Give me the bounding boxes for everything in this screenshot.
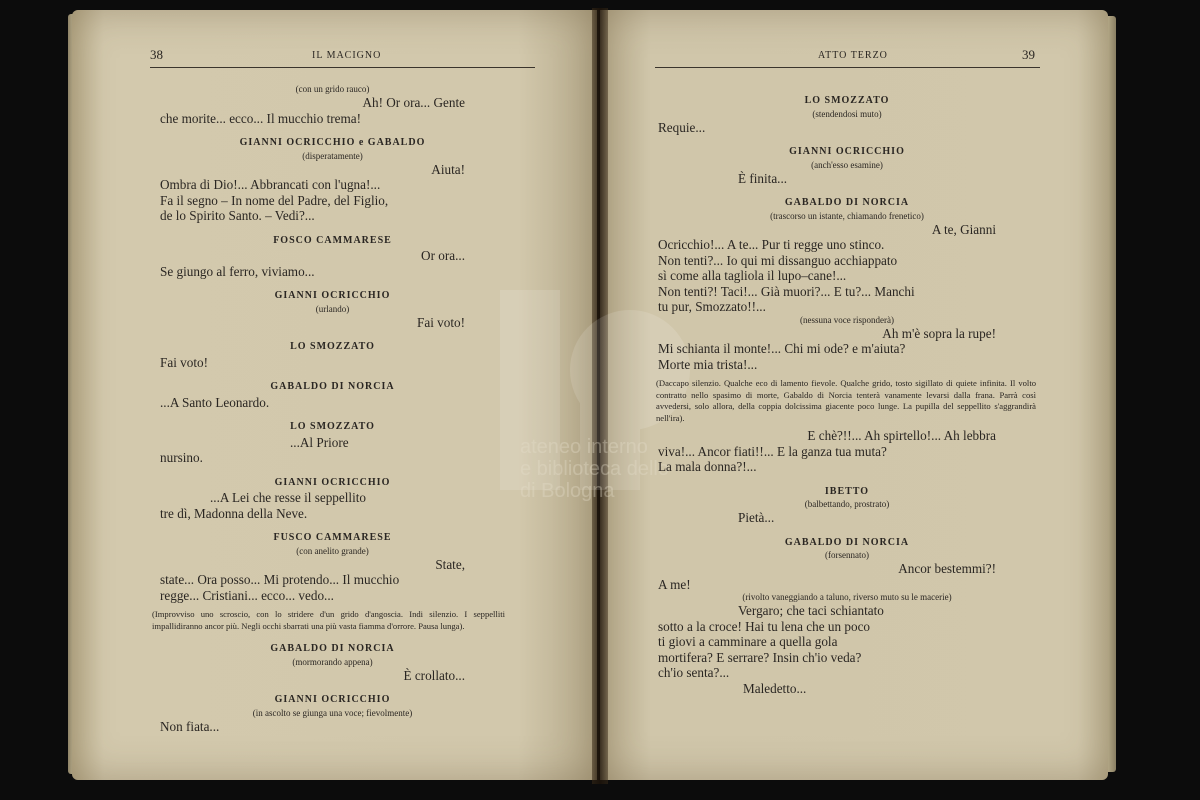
book-gutter — [592, 8, 608, 784]
verse-line: E chè?!!... Ah spirtello!... Ah lebbra — [807, 428, 996, 443]
verse-line: nursino. — [160, 450, 203, 465]
verse-line: Se giungo al ferro, viviamo... — [160, 263, 315, 279]
verse-line: Aiuta! — [431, 161, 465, 177]
left-page-text — [152, 84, 505, 734]
verse-line: Maledetto... — [743, 680, 807, 696]
left-page-number: 38 — [150, 47, 163, 62]
verse-line: Pietà... — [738, 510, 775, 525]
verse-line: State, — [435, 556, 465, 572]
stage-direction: (nessuna voce risponderà) — [800, 314, 894, 325]
verse-line: Morte mia trista!... — [658, 356, 758, 372]
speaker-name: LO SMOZZATO — [290, 341, 375, 352]
speaker-name: FOSCO CAMMARESE — [273, 234, 392, 246]
verse-line: Non tenti?... Io qui mi dissanguo acchiappato — [658, 252, 898, 268]
verse-line: Ocricchio!... A te... Pur ti regge uno stinco. — [658, 237, 885, 252]
speaker-name: LO SMOZZATO — [804, 95, 890, 106]
stage-direction-paragraph: (Improvviso uno scroscio, con lo stridere d'un grido d'angoscia. Indi silenzio. I seppelliti impallidiranno ancor più. Negli occhi sbarrati una più vasta fiamma d'orrore. Pausa lunga). — [152, 609, 505, 631]
verse-line: tre dì, Madonna della Neve. — [160, 505, 308, 521]
speaker-name: GABALDO DI NORCIA — [784, 536, 910, 548]
verse-line: che morite... ecco... Il mucchio trema! — [160, 110, 362, 126]
verse-line: Ah m'è sopra la rupe! — [882, 325, 996, 341]
verse-line: de lo Spirito Santo. – Vedi?... — [160, 208, 315, 223]
verse-line: ...A Santo Leonardo. — [160, 394, 270, 410]
verse-line: A me! — [658, 576, 691, 592]
stage-direction: (con anelito grande) — [296, 545, 369, 556]
verse-line: È crollato... — [403, 667, 465, 683]
verse-line: Vergaro; che taci schiantato — [738, 603, 884, 618]
speaker-name: GIANNI OCRICCHIO — [789, 146, 905, 157]
verse-line: Requie... — [658, 119, 706, 135]
stage-direction: (rivolto vaneggiando a taluno, riverso muto su le macerie) — [742, 592, 952, 602]
speaker-name: GABALDO DI NORCIA — [270, 643, 395, 654]
speaker-name: GIANNI OCRICCHIO e GABALDO — [239, 137, 426, 148]
right-page-text — [658, 84, 1036, 696]
speaker-name: LO SMOZZATO — [290, 421, 375, 432]
left-running-header: IL MACIGNO — [312, 50, 382, 61]
speaker-name: GIANNI OCRICCHIO — [274, 694, 391, 705]
verse-line: Ombra di Dio!... Abbrancati con l'ugna!... — [160, 177, 381, 192]
verse-line: Ancor bestemmi?! — [898, 561, 996, 576]
verse-line: ti giovi a camminare a quella gola — [658, 634, 838, 649]
stage-direction: (anch'esso esamine) — [811, 159, 883, 170]
watermark-line-1: ateneo interno — [520, 436, 648, 458]
verse-line: Fa il segno – In nome del Padre, del Figlio, — [160, 192, 389, 208]
verse-line: Non tenti?! Taci!... Già muori?... E tu?... Manchi — [658, 283, 915, 299]
verse-line: ch'io senta?... — [658, 665, 730, 680]
speaker-name: GABALDO DI NORCIA — [270, 381, 395, 392]
speaker-name: FUSCO CAMMARESE — [273, 532, 392, 543]
verse-line: ...A Lei che resse il seppellito — [210, 490, 367, 505]
verse-line: La mala donna?!... — [658, 459, 757, 474]
verse-line: viva!... Ancor fiati!!... E la ganza tua muta? — [658, 443, 887, 459]
verse-line: Fai voto! — [417, 314, 465, 330]
watermark-line-2: e biblioteca dello — [520, 458, 669, 480]
verse-line: A te, Gianni — [931, 221, 996, 237]
right-running-header: ATTO TERZO — [818, 50, 888, 61]
verse-line: sì come alla tagliola il lupo–cane!... — [658, 268, 847, 283]
stage-direction: (forsennato) — [825, 550, 869, 560]
verse-line: sotto a la croce! Hai tu lena che un poco — [658, 618, 871, 634]
left-header-rule — [150, 67, 535, 68]
speaker-name: GIANNI OCRICCHIO — [274, 290, 391, 301]
verse-line: tu pur, Smozzato!!... — [658, 299, 766, 314]
stage-direction: (disperatamente) — [302, 150, 363, 161]
stage-direction: (stendendosi muto) — [812, 108, 882, 119]
stage-direction: (in ascolto se giunga una voce; fievolmente) — [252, 707, 413, 718]
verse-line: Non fiata... — [160, 718, 220, 734]
stage-direction: (urlando) — [315, 303, 350, 314]
speaker-name: GABALDO DI NORCIA — [784, 197, 910, 208]
verse-line: mortifera? E serrare? Insin ch'io veda? — [658, 649, 862, 665]
verse-line: Fai voto! — [160, 354, 208, 370]
verse-line: state... Ora posso... Mi protendo... Il mucchio — [160, 572, 400, 587]
speaker-name: GIANNI OCRICCHIO — [274, 476, 391, 488]
stage-direction: (balbettando, prostrato) — [804, 499, 890, 509]
watermark-line-3: di Bologna — [520, 480, 615, 502]
verse-line: regge... Cristiani... ecco... vedo... — [160, 587, 334, 603]
verse-line: È finita... — [738, 170, 788, 186]
stage-direction: (trascorso un istante, chiamando frenetico) — [770, 210, 924, 221]
stage-direction-paragraph: (Daccapo silenzio. Qualche eco di lamento fievole. Qualche grido, tosto sigillato di quiete infinita. Il volto contratto nello spasimo di morte, Gabaldo di Norcia tenterà vanamente levarsi dalla frana. Parrà così avvedersi, solo allora, della coppia dolcissima giacente poco lunge. La pupilla del seppellito s'aggrandirà nell'ira). — [656, 378, 1036, 423]
verse-line: Ah! Or ora... Gente — [362, 95, 465, 110]
stage-direction: (mormorando appena) — [292, 656, 373, 667]
verse-line: Mi schianta il monte!... Chi mi ode? e m'aiuta? — [658, 341, 906, 356]
right-header-rule — [655, 67, 1040, 68]
verse-line: Or ora... — [421, 248, 465, 263]
speaker-name: IBETTO — [824, 485, 870, 497]
right-page-number: 39 — [1022, 47, 1035, 62]
verse-line: ...Al Priore — [290, 434, 349, 450]
stage-direction: (con un grido rauco) — [295, 84, 370, 94]
